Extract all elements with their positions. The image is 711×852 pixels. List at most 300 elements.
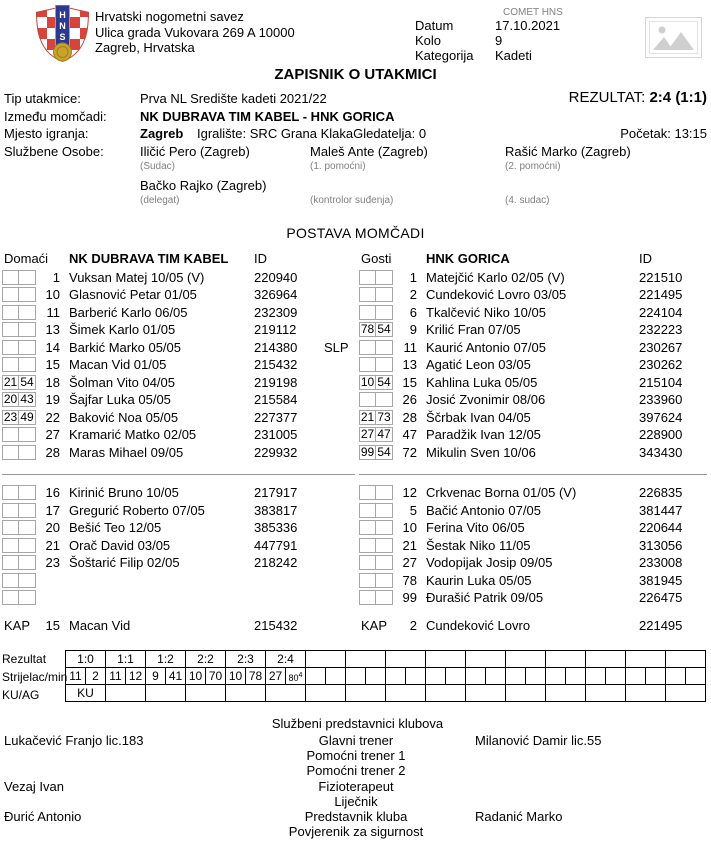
representative-row <box>4 779 711 794</box>
kategorija-value: Kadeti <box>495 48 532 63</box>
sub-minute-box <box>376 305 393 320</box>
representative-away-name <box>475 794 711 809</box>
team-name: NK DUBRAVA TIM KABEL <box>69 251 229 266</box>
club-representatives <box>0 716 711 839</box>
player-number: 18 <box>45 374 60 390</box>
player-id: 226475 <box>639 590 683 606</box>
image-placeholder-icon <box>645 17 702 58</box>
sub-minute-box <box>19 357 36 372</box>
sub-in-box: 99 <box>360 444 375 459</box>
away-team-table <box>359 250 711 635</box>
player-id: 227377 <box>254 409 298 425</box>
meta-row-datum <box>415 18 635 33</box>
player-number: 10 <box>402 520 417 536</box>
score-cell: 1:0 <box>65 650 106 668</box>
result-group <box>585 650 626 704</box>
player-name: Barkić Marko 05/05 <box>69 339 181 355</box>
player-row <box>359 426 711 444</box>
sub-minute-box <box>19 445 36 460</box>
sub-in-box <box>2 503 19 518</box>
sub-minute-box <box>376 340 393 355</box>
player-id: 215432 <box>254 357 298 373</box>
officials-row <box>140 177 711 211</box>
sub-minute-box: 54 <box>376 322 393 337</box>
result-cells <box>65 650 706 704</box>
player-name: Kaurin Luka 05/05 <box>426 572 532 588</box>
minute-cell: 70 <box>205 667 226 685</box>
datum-label: Datum <box>415 18 454 33</box>
player-number: 11 <box>46 304 60 320</box>
player-row <box>359 519 711 537</box>
representative-row <box>4 733 711 748</box>
official <box>505 177 711 211</box>
team-name: HNK GORICA <box>426 251 510 266</box>
player-id: 381945 <box>639 572 683 588</box>
sub-in-box: 21 <box>3 374 18 389</box>
sub-minute-box <box>19 270 36 285</box>
sub-minute-box <box>376 573 393 588</box>
player-name: Kramarić Matko 02/05 <box>69 427 197 443</box>
ku-ag-cell <box>465 684 506 702</box>
player-row <box>359 391 711 409</box>
player-number: 23 <box>45 555 60 571</box>
sluzbene-osobe-row <box>4 143 711 211</box>
representative-row <box>4 824 711 839</box>
player-id: 226835 <box>639 485 683 501</box>
sub-minute-box <box>376 485 393 500</box>
sub-in-box <box>359 503 376 518</box>
captain-id: 221495 <box>639 617 683 633</box>
representative-home-name: Vezaj Ivan <box>4 778 64 794</box>
sub-minute-box <box>376 503 393 518</box>
player-id: 220940 <box>254 269 298 285</box>
captain-name: Macan Vid <box>69 617 131 633</box>
svg-text:H: H <box>59 10 66 20</box>
sub-minute-box: 43 <box>19 392 36 407</box>
score-cell: 1:2 <box>145 650 186 668</box>
player-number: 16 <box>45 485 60 501</box>
ku-ag-cell <box>185 684 226 702</box>
representative-role: Predstavnik kluba <box>304 809 408 825</box>
player-name: Tkalčević Niko 10/05 <box>426 304 546 320</box>
sub-in-box: 10 <box>360 374 375 389</box>
representative-home-name <box>4 824 237 839</box>
sub-in-box <box>359 270 376 285</box>
official <box>310 143 505 177</box>
player-number: 9 <box>409 322 417 338</box>
representative-home-name <box>4 794 237 809</box>
sub-minute-box: 73 <box>376 410 393 425</box>
sub-minute-box <box>376 270 393 285</box>
mjesto-igranja-row <box>4 125 711 143</box>
scorer-minute-pair <box>225 667 266 685</box>
score-cell: 2:3 <box>225 650 266 668</box>
sub-minute-box <box>376 590 393 605</box>
player-row <box>359 484 711 502</box>
rezultat-value: 2:4 (1:1) <box>649 89 707 106</box>
scorer-minute-pair <box>265 667 306 685</box>
player-number: 99 <box>402 590 417 606</box>
sub-in-box: 78 <box>360 322 375 336</box>
representative-row <box>4 809 711 824</box>
player-id: 221495 <box>639 287 683 303</box>
org-line: Zagreb, Hrvatska <box>95 40 195 55</box>
sub-in-box <box>359 392 376 407</box>
player-number: 21 <box>402 537 417 553</box>
representative-home-name <box>4 748 237 763</box>
igraliste <box>197 125 353 143</box>
ku-ag-cell <box>385 684 426 702</box>
player-row <box>2 537 359 555</box>
player-row <box>359 304 711 322</box>
player-number: 10 <box>45 287 60 303</box>
scorer-cell: 27 <box>265 667 286 685</box>
player-id: 218242 <box>254 555 298 571</box>
team-lineups <box>0 250 711 635</box>
player-row <box>2 339 359 357</box>
player-number: 13 <box>402 357 417 373</box>
gledatelja-value: 0 <box>418 126 427 141</box>
result-group <box>345 650 386 704</box>
section-divider <box>359 474 707 475</box>
sluzbene-osobe-label: Službene Osobe: <box>4 143 104 159</box>
match-info <box>0 90 711 211</box>
player-name: Vodopijak Josip 09/05 <box>426 555 553 571</box>
player-id: 220644 <box>639 520 683 536</box>
representative-away-name <box>475 779 711 794</box>
player-number: 2 <box>409 287 417 303</box>
sub-in-box: 23 <box>3 409 18 424</box>
representative-away-name: Milanović Damir lic.55 <box>475 733 602 748</box>
player-number: 14 <box>45 339 60 355</box>
player-number: 1 <box>409 269 417 285</box>
ku-ag-cell <box>505 684 546 702</box>
player-row <box>359 356 711 374</box>
player-name: Šoštarić Filip 02/05 <box>69 555 180 571</box>
ku-ag-cell <box>265 684 306 702</box>
meta-row-kategorija <box>415 48 635 63</box>
sub-minute-box: 54 <box>376 375 393 390</box>
player-row <box>2 589 359 607</box>
sub-minute-box <box>19 520 36 535</box>
player-id: 343430 <box>639 444 683 460</box>
sub-minute-box <box>19 503 36 518</box>
player-name: Cundeković Lovro 03/05 <box>426 287 567 303</box>
sub-minute-box <box>19 340 36 355</box>
sub-minute-box <box>376 538 393 553</box>
player-id: 229932 <box>254 444 298 460</box>
ku-ag-cell <box>305 684 346 702</box>
player-id: 397624 <box>639 409 683 425</box>
player-id: 230262 <box>639 357 683 373</box>
player-row <box>2 286 359 304</box>
sub-minute-box <box>19 555 36 570</box>
representative-role: Povjerenik za sigurnost <box>288 824 424 840</box>
sub-in-box <box>2 485 19 500</box>
minute-cell <box>685 667 706 685</box>
kolo-label: Kolo <box>415 33 442 48</box>
player-id: 385336 <box>254 520 298 536</box>
player-name: Crkvenac Borna 01/05 (V) <box>426 485 577 501</box>
player-number: 15 <box>402 374 417 390</box>
sub-in-box: 21 <box>360 409 375 424</box>
representative-away-name <box>475 763 711 778</box>
representative-home-name: Đurić Antonio <box>4 809 82 825</box>
scorer-minute-pair <box>585 667 626 685</box>
document-header <box>0 0 711 64</box>
player-id: 219112 <box>254 322 297 338</box>
izmedu-momcadi-row <box>4 108 711 126</box>
minute-cell <box>405 667 426 685</box>
official-role: (2. pomoćni) <box>505 160 561 172</box>
officials-grid <box>140 143 711 211</box>
player-row <box>2 356 359 374</box>
player-name: Kirinić Bruno 10/05 <box>69 485 179 501</box>
home-team-table <box>2 250 359 635</box>
player-number: 6 <box>409 304 417 320</box>
ku-ag-cell <box>225 684 266 702</box>
player-name: Šimek Karlo 01/05 <box>69 322 176 338</box>
player-row <box>359 409 711 427</box>
player-row <box>359 589 711 607</box>
player-name: Agatić Leon 03/05 <box>426 357 531 373</box>
player-id: 215584 <box>254 392 298 408</box>
player-id: 233960 <box>639 392 683 408</box>
scorer-cell <box>345 667 366 685</box>
player-row <box>359 321 711 339</box>
player-row <box>2 426 359 444</box>
sub-minute-box <box>376 357 393 372</box>
player-name: Orač David 03/05 <box>69 537 171 553</box>
rezultat <box>569 89 707 107</box>
player-id: 224104 <box>639 304 683 320</box>
gledatelja <box>353 126 426 141</box>
meta-row-kolo <box>415 33 635 48</box>
player-number: 78 <box>402 572 417 588</box>
sub-minute-box <box>19 287 36 302</box>
sub-in-box <box>359 340 376 355</box>
kap-label: KAP <box>4 617 31 633</box>
org-line: Hrvatski nogometni savez <box>95 9 244 24</box>
player-row <box>359 502 711 520</box>
ku-ag-cell <box>345 684 386 702</box>
player-number: 28 <box>45 444 60 460</box>
sub-in-box <box>2 270 19 285</box>
result-group <box>185 650 226 704</box>
pocetak-time: Početak: 13:15 <box>620 126 707 141</box>
player-row <box>359 286 711 304</box>
minute-cell: 41 <box>165 667 186 685</box>
representative-home-name: Lukačević Franjo lic.183 <box>4 733 144 748</box>
player-number: 12 <box>402 485 417 501</box>
officials-row <box>140 143 711 177</box>
representatives-rows <box>4 733 711 839</box>
organization-address <box>95 9 295 56</box>
player-number: 47 <box>402 427 417 443</box>
official-name: Maleš Ante (Zagreb) <box>310 143 428 159</box>
sub-in-box <box>359 305 376 320</box>
score-cell: 2:4 <box>265 650 306 668</box>
mjesto-value: Zagreb <box>140 126 184 141</box>
sub-in-box <box>2 445 19 460</box>
minute-cell <box>445 667 466 685</box>
official <box>140 177 310 211</box>
minute-cell <box>325 667 346 685</box>
player-number: 20 <box>45 520 60 536</box>
section-divider <box>2 474 355 475</box>
scorer-cell <box>585 667 606 685</box>
sub-in-box <box>359 590 376 605</box>
sub-in-box <box>2 340 19 355</box>
player-name: Matejčić Karlo 02/05 (V) <box>426 269 565 285</box>
player-number: 28 <box>402 409 417 425</box>
player-number: 5 <box>409 502 417 518</box>
player-number: 15 <box>45 357 60 373</box>
player-id: 232309 <box>254 304 298 320</box>
scorer-cell: 11 <box>65 667 86 685</box>
player-number: 17 <box>45 502 60 518</box>
scorer-cell <box>385 667 406 685</box>
player-name: Kahlina Luka 05/05 <box>426 374 538 390</box>
sub-in-box <box>2 357 19 372</box>
svg-text:S: S <box>59 32 66 42</box>
player-row <box>359 374 711 392</box>
scorer-cell: 10 <box>225 667 246 685</box>
player-number: 21 <box>45 537 60 553</box>
score-cell <box>425 650 466 668</box>
player-number: 13 <box>45 322 60 338</box>
player-row <box>2 444 359 462</box>
sub-minute-box <box>19 427 36 442</box>
scorer-minute-pair <box>145 667 186 685</box>
result-row-labels <box>2 650 68 704</box>
sub-in-box <box>2 555 19 570</box>
player-row <box>359 269 711 287</box>
ku-ag-cell <box>625 684 666 702</box>
representative-row <box>4 748 711 763</box>
player-name: Šajfar Luka 05/05 <box>69 392 171 408</box>
scorer-cell <box>665 667 686 685</box>
score-cell <box>465 650 506 668</box>
sub-in-box: 27 <box>360 427 375 441</box>
igraliste-value: SRC Grana Klaka <box>249 126 354 141</box>
player-name: Šolman Vito 04/05 <box>69 374 175 390</box>
captain-number: 15 <box>45 617 60 633</box>
player-id: 217917 <box>254 485 298 501</box>
scorer-cell: 10 <box>185 667 206 685</box>
representatives-heading: Službeni predstavnici klubova <box>271 716 444 731</box>
ku-ag-cell <box>665 684 706 702</box>
representative-role: Liječnik <box>334 793 378 809</box>
strijelac-row-label: Strijelac/min <box>2 670 68 684</box>
mjesto-igranja-label: Mjesto igranja: <box>4 126 89 141</box>
player-id: 383817 <box>254 502 298 518</box>
player-id: 233008 <box>639 555 683 571</box>
player-name: Paradžik Ivan 12/05 <box>426 427 541 443</box>
official <box>310 177 505 211</box>
official-role: (4. sudac) <box>505 194 550 206</box>
ku-ag-cell <box>105 684 146 702</box>
sub-minute-box <box>19 485 36 500</box>
result-group <box>505 650 546 704</box>
player-name: Mikulin Sven 10/06 <box>426 444 536 460</box>
player-id: 231005 <box>254 427 298 443</box>
player-id: 230267 <box>639 339 683 355</box>
player-name: Bačić Antonio 07/05 <box>426 502 541 518</box>
scorer-minute-pair <box>385 667 426 685</box>
scorer-cell: 9 <box>145 667 166 685</box>
captain-number: 2 <box>409 617 417 633</box>
player-number: 1 <box>52 269 60 285</box>
rezultat-label: REZULTAT: <box>568 89 646 106</box>
sub-in-box <box>359 357 376 372</box>
page-title: ZAPISNIK O UTAKMICI <box>274 66 437 83</box>
sub-minute-box: 54 <box>376 445 393 460</box>
ku-ag-cell <box>425 684 466 702</box>
scorer-minute-pair <box>345 667 386 685</box>
player-name: Baković Noa 05/05 <box>69 409 179 425</box>
official <box>140 143 310 177</box>
team-header <box>2 250 359 268</box>
side-label: Domaći <box>4 251 49 266</box>
score-cell <box>625 650 666 668</box>
representative-role: Fizioterapeut <box>318 778 394 794</box>
player-row <box>2 374 359 392</box>
izmedu-momcadi-label: Između momčadi: <box>4 108 107 124</box>
player-row <box>2 484 359 502</box>
sub-minute-box <box>19 305 36 320</box>
player-name: Macan Vid 01/05 <box>69 357 167 373</box>
sub-minute-box <box>376 287 393 302</box>
teams-matchup: NK DUBRAVA TIM KABEL - HNK GORICA <box>140 108 395 124</box>
minute-cell: 12 <box>125 667 146 685</box>
minute-cell: 2 <box>85 667 106 685</box>
sub-minute-box: 47 <box>376 427 393 442</box>
player-name: Vuksan Matej 10/05 (V) <box>69 269 205 285</box>
sub-in-box <box>2 287 19 302</box>
team-header <box>359 250 711 268</box>
id-column-header: ID <box>639 251 652 266</box>
scorer-minute-pair <box>65 667 106 685</box>
player-name: Šestak Niko 11/05 <box>426 537 531 553</box>
sub-minute-box <box>19 322 36 337</box>
player-name: Đurašić Patrik 09/05 <box>426 590 544 606</box>
ku-ag-cell: KU <box>65 684 106 702</box>
player-number: 19 <box>45 392 60 408</box>
scorer-minute-pair <box>665 667 706 685</box>
score-cell <box>665 650 706 668</box>
sub-minute-box <box>19 590 36 605</box>
gledatelja-label: Gledatelja: <box>353 126 416 141</box>
sub-minute-box <box>376 555 393 570</box>
minute-cell <box>645 667 666 685</box>
score-cell: 2:2 <box>185 650 226 668</box>
sub-minute-box <box>376 520 393 535</box>
minute-superscript: 4 <box>298 672 303 679</box>
official-name <box>505 177 711 194</box>
player-number: 22 <box>45 409 60 425</box>
svg-text:N: N <box>59 21 66 31</box>
score-cell <box>545 650 586 668</box>
kap-label: KAP <box>361 617 388 633</box>
sub-in-box <box>2 573 19 588</box>
sub-in-box <box>359 287 376 302</box>
representative-role: Pomoćni trener 1 <box>306 748 406 764</box>
match-meta <box>415 7 635 63</box>
player-id: 313056 <box>639 537 683 553</box>
hns-crest-logo <box>34 5 91 63</box>
score-cell <box>505 650 546 668</box>
